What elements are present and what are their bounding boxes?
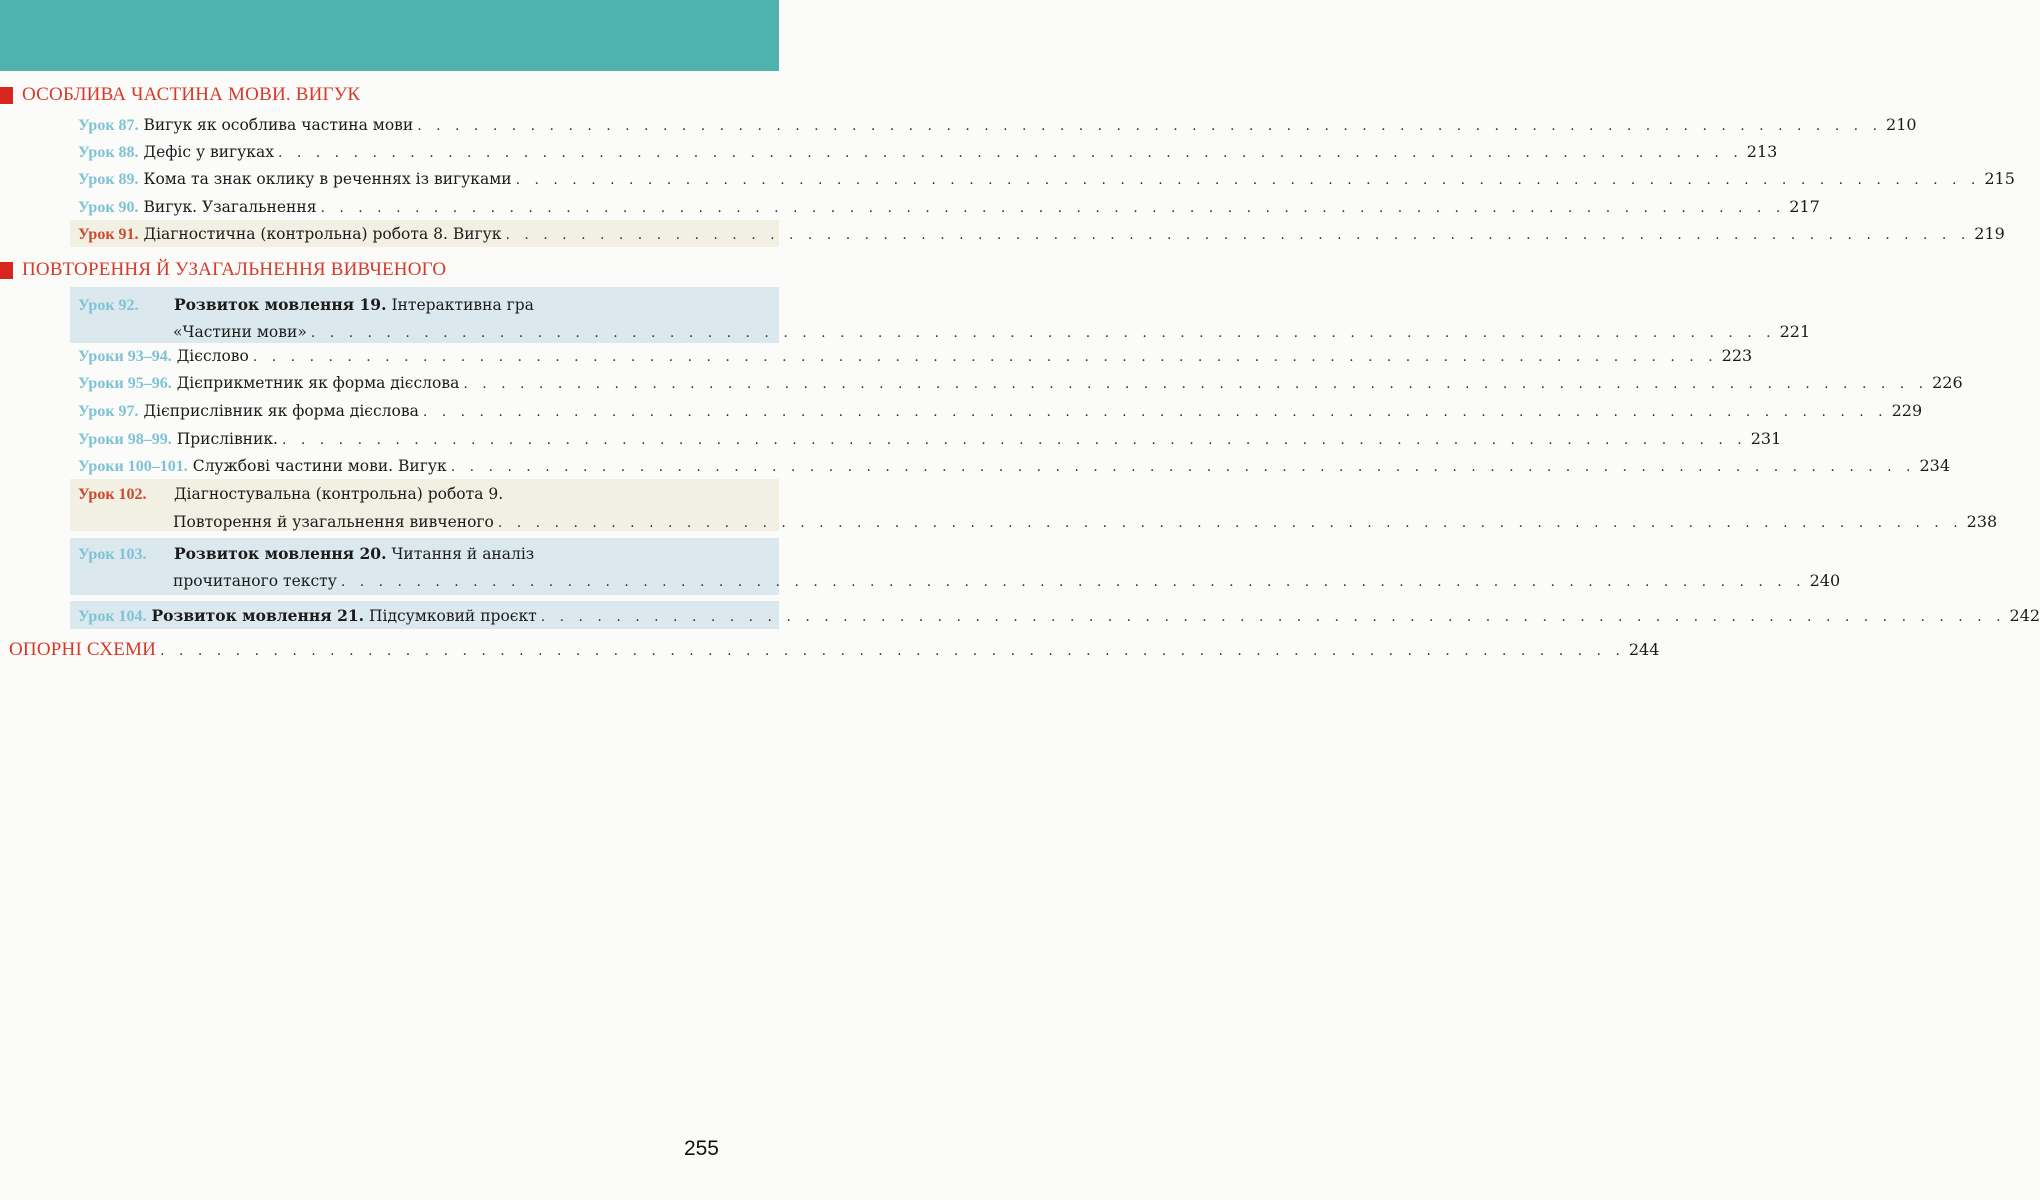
entry-page: 219: [1974, 224, 2005, 243]
lesson-label: Уроки 95–96.: [78, 375, 172, 392]
entry-page: 242: [2009, 606, 2040, 625]
page-number: 255: [683, 1137, 719, 1160]
toc-entry[interactable]: [78, 138, 1778, 165]
section-heading-schemes[interactable]: [0, 638, 1660, 664]
entry-title: Вигук. Узагальнення: [143, 198, 317, 216]
entry-title: Підсумковий проєкт: [368, 607, 537, 625]
entry-title: Прислівник.: [176, 430, 278, 448]
toc-entry[interactable]: [78, 452, 1951, 479]
toc-entry[interactable]: [78, 193, 1820, 220]
entry-title-continued: «Частини мови»: [173, 323, 307, 341]
section-heading-interjection: [0, 83, 360, 107]
entry-page: 234: [1919, 456, 1951, 475]
dot-leader: [463, 371, 1928, 398]
dot-leader: [423, 399, 1888, 426]
lesson-label: Урок 89.: [78, 171, 139, 188]
dot-leader: [541, 604, 2006, 631]
entry-page: 229: [1891, 401, 1923, 420]
entry-page: 213: [1746, 142, 1778, 161]
toc-entry[interactable]: [78, 540, 1841, 594]
dot-leader: [320, 195, 1785, 222]
entry-bold-title: Розвиток мовлення 19.: [173, 295, 387, 314]
dot-leader: [451, 454, 1916, 481]
lesson-label: Урок 88.: [78, 144, 139, 161]
entry-page: 244: [1628, 639, 1660, 659]
dot-leader: [160, 643, 1625, 659]
section-marker: [0, 87, 13, 104]
dot-leader: [253, 344, 1718, 371]
entry-page: 221: [1779, 322, 1811, 341]
entry-title: Інтерактивна гра: [391, 296, 534, 314]
entry-page: 223: [1721, 346, 1753, 365]
section-title: ОСОБЛИВА ЧАСТИНА МОВИ. ВИГУК: [22, 84, 361, 105]
toc-entry[interactable]: [78, 165, 2015, 192]
toc-entry[interactable]: [78, 291, 1811, 345]
top-color-band: [0, 0, 779, 71]
section-title: ОПОРНІ СХЕМИ: [9, 638, 157, 660]
entry-page: 210: [1886, 115, 1917, 134]
toc-entry[interactable]: [78, 342, 1753, 369]
entry-page: 226: [1932, 373, 1963, 392]
dot-leader: [278, 140, 1743, 167]
entry-title: Службові частини мови. Вигук: [192, 457, 447, 475]
lesson-label: Урок 92.: [78, 297, 139, 314]
entry-page: 217: [1789, 197, 1820, 216]
entry-page: 231: [1750, 429, 1782, 448]
entry-title: Дієприкметник як форма дієслова: [176, 374, 460, 392]
dot-leader: [505, 222, 1970, 249]
toc-entry[interactable]: [78, 602, 2040, 629]
dot-leader: [282, 427, 1747, 454]
lesson-label: Урок 97.: [78, 403, 139, 420]
section-title: ПОВТОРЕННЯ Й УЗАГАЛЬНЕННЯ ВИВЧЕНОГО: [22, 259, 447, 280]
dot-leader: [498, 510, 1963, 537]
toc-entry[interactable]: [78, 425, 1782, 452]
lesson-label: Урок 102.: [78, 486, 147, 503]
toc-entry[interactable]: [78, 397, 1923, 424]
entry-title: Читання й аналіз: [391, 545, 535, 563]
lesson-label: Уроки 93–94.: [78, 348, 172, 365]
lesson-label: Уроки 98–99.: [78, 431, 172, 448]
toc-entry-test[interactable]: [78, 481, 1998, 535]
toc-entry-test[interactable]: [78, 220, 2005, 247]
entry-title: Вигук як особлива частина мови: [143, 116, 414, 134]
lesson-label: Урок 104.: [78, 608, 147, 625]
entry-title: Дієслово: [176, 347, 249, 365]
entry-page: 215: [1984, 169, 2015, 188]
entry-bold-title: Розвиток мовлення 21.: [151, 606, 365, 625]
toc-entry[interactable]: [78, 111, 1917, 138]
entry-title: Дефіс у вигуках: [143, 143, 274, 161]
toc-entry[interactable]: [78, 369, 1963, 396]
entry-title: Діагностувальна (контрольна) робота 9.: [173, 485, 504, 503]
section-heading-review: [0, 258, 446, 282]
lesson-label: Уроки 100–101.: [78, 458, 188, 475]
entry-title: Діагностична (контрольна) робота 8. Вигук: [143, 225, 502, 243]
entry-title-continued: прочитаного тексту: [173, 572, 337, 590]
entry-page: 238: [1966, 512, 1998, 531]
section-marker: [0, 262, 13, 279]
lesson-label: Урок 91.: [78, 226, 139, 243]
dot-leader: [341, 569, 1806, 596]
entry-title: Дієприслівник як форма дієслова: [143, 402, 419, 420]
entry-title: Кома та знак оклику в реченнях із вигуками: [143, 170, 512, 188]
lesson-label: Урок 103.: [78, 546, 147, 563]
dot-leader: [417, 113, 1882, 140]
entry-bold-title: Розвиток мовлення 20.: [173, 544, 387, 563]
lesson-label: Урок 90.: [78, 199, 139, 216]
lesson-label: Урок 87.: [78, 117, 139, 134]
entry-page: 240: [1809, 571, 1841, 590]
entry-title-continued: Повторення й узагальнення вивченого: [173, 513, 494, 531]
dot-leader: [516, 167, 1981, 194]
